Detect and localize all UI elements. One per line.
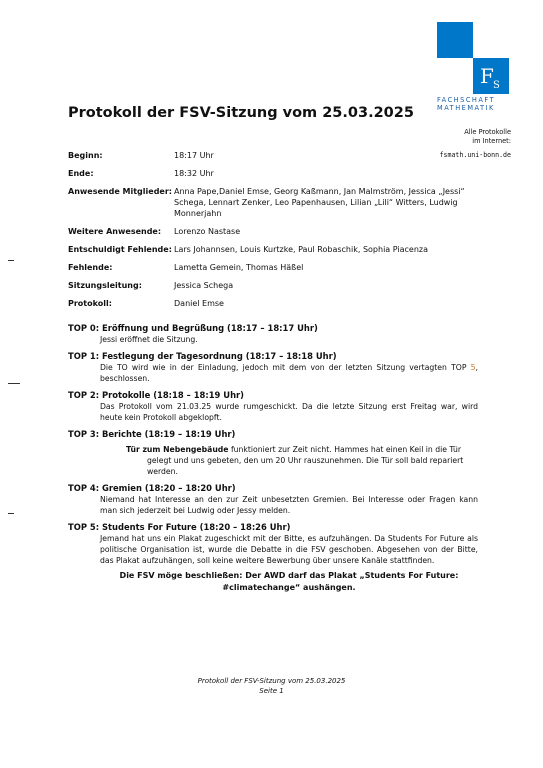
meta-row-fehlende <box>68 262 488 273</box>
top-1 <box>68 350 478 384</box>
meta-row-mitglieder <box>68 186 488 219</box>
top-5 <box>68 521 478 593</box>
meta-value: Jessica Schega <box>174 281 234 290</box>
top-body-text: , beschlossen. <box>100 363 478 383</box>
top-0 <box>68 322 478 345</box>
meta-row-protokoll <box>68 298 488 309</box>
fold-mark <box>8 383 20 384</box>
meta-value: 18:17 Uhr <box>174 151 214 160</box>
top-2 <box>68 389 478 423</box>
meta-label: Entschuldigt Fehlende: <box>68 245 172 254</box>
archive-line1: Alle Protokolle <box>464 128 511 136</box>
meta-row-entschuldigt <box>68 244 488 255</box>
meta-label: Beginn: <box>68 151 103 160</box>
top-body <box>100 362 478 384</box>
logo-subscript: S <box>493 80 500 91</box>
meta-value: Lars Johannsen, Louis Kurtzke, Paul Robaschik, Sophia Piacenza <box>174 245 428 254</box>
top-4 <box>68 482 478 516</box>
logo-glyph: F <box>480 64 494 88</box>
logo-text <box>437 96 512 112</box>
meeting-info <box>68 150 488 316</box>
fachschaft-logo-icon <box>437 22 512 94</box>
page-number: Seite 1 <box>259 687 284 695</box>
meta-label: Sitzungsleitung: <box>68 281 142 290</box>
archive-line2: im Internet: <box>472 137 511 145</box>
meta-row-weitere <box>68 226 488 237</box>
logo-line1: FACHSCHAFT <box>437 96 496 104</box>
page-title: Protokoll der FSV-Sitzung vom 25.03.2025 <box>68 105 414 121</box>
meta-value: 18:32 Uhr <box>174 169 214 178</box>
fachschaft-logo <box>437 22 512 112</box>
agenda <box>68 322 478 598</box>
meta-value: Anna Pape,Daniel Emse, Georg Kaßmann, Jan Malmström, Jessica „Jessi“ Schega, Lennart Zenker, Leo Papenhausen, Lilian „Lili“ Witters, Ludwig Monnerjahn <box>174 187 465 218</box>
meta-value: Daniel Emse <box>174 299 224 308</box>
meta-value: Lorenzo Nastase <box>174 227 241 236</box>
footer-title: Protokoll der FSV-Sitzung vom 25.03.2025 <box>197 677 346 685</box>
top-body: Das Protokoll vom 21.03.25 wurde rumgeschickt. Da die letzte Sitzung erst Freitag war, wird heute kein Protokoll abgeklopft. <box>100 402 478 422</box>
logo-line2: MATHEMATIK <box>437 104 495 112</box>
archive-note <box>464 128 511 146</box>
fold-mark <box>8 260 14 261</box>
meta-label: Anwesende Mitglieder: <box>68 187 172 196</box>
top-heading: TOP 4: Gremien (18:20 – 18:20 Uhr) <box>68 483 236 493</box>
top-body: Jemand hat uns ein Plakat zugeschickt mit der Bitte, es aufzuhängen. Da Students For Future als politische Organisation ist, wurde die Debatte in die FSV geschoben. Abgesehen von der Bitte, das Plakat aufzuhängen, soll keine weitere Bewerbung über unsere Kanäle stattfinden. <box>100 534 478 565</box>
meta-row-beginn <box>68 150 488 161</box>
top-body: Niemand hat Interesse an den zur Zeit unbesetzten Gremien. Bei Interesse oder Fragen kann man sich jederzeit bei Ludwig oder Jessy melden. <box>100 495 478 515</box>
top-heading: TOP 3: Berichte (18:19 – 18:19 Uhr) <box>68 429 236 439</box>
top-heading: TOP 0: Eröffnung und Begrüßung (18:17 – 18:17 Uhr) <box>68 323 318 333</box>
top-heading: TOP 2: Protokolle (18:18 – 18:19 Uhr) <box>68 390 244 400</box>
fold-mark <box>8 513 14 514</box>
top-reference-link[interactable]: 5 <box>470 363 476 372</box>
top-body-text: Die TO wird wie in der Einladung, jedoch mit dem von der letzten Sitzung vertagten TOP <box>100 363 471 372</box>
page-footer <box>0 676 543 696</box>
top-heading: TOP 5: Students For Future (18:20 – 18:26 Uhr) <box>68 522 291 532</box>
report-item <box>126 444 478 477</box>
decision-text: Die FSV möge beschließen: Der AWD darf das Plakat „Students For Future: #climatechange“ aushängen. <box>119 571 459 592</box>
report-item-text: funktioniert zur Zeit nicht. Hammes hat einen Keil in die Tür gelegt und uns gebeten, den um 20 Uhr rauszunehmen. Die Tür soll bald repariert werden. <box>147 445 464 476</box>
top-3 <box>68 428 478 477</box>
archive-url: fsmath.uni-bonn.de <box>439 151 511 159</box>
meta-label: Ende: <box>68 169 94 178</box>
meta-row-sitzungsleitung <box>68 280 488 291</box>
meta-label: Weitere Anwesende: <box>68 227 162 236</box>
report-item-label: Tür zum Nebengebäude <box>126 445 229 454</box>
meta-label: Fehlende: <box>68 263 113 272</box>
meta-value: Lametta Gemein, Thomas Häßel <box>174 263 304 272</box>
meta-row-ende <box>68 168 488 179</box>
meta-label: Protokoll: <box>68 299 112 308</box>
top-body: Jessi eröffnet die Sitzung. <box>100 335 198 344</box>
top-heading: TOP 1: Festlegung der Tagesordnung (18:17 – 18:18 Uhr) <box>68 351 337 361</box>
